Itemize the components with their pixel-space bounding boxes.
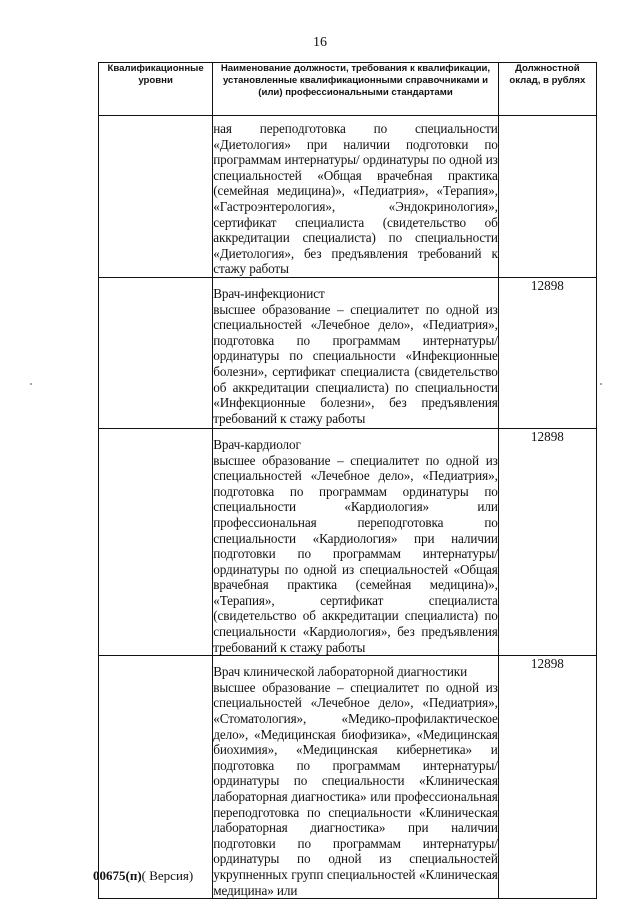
header-salary: Должностной оклад, в рублях [498, 63, 596, 116]
page-number: 16 [313, 35, 327, 50]
table-header-row [99, 63, 597, 116]
position-requirements: ная переподготовка по специальности «Диетология» при наличии подготовки по программам интернатуры/ ординатуры по одной из специальностей «Общая врачебная практика (семейная медицина)», «Педиатрия», «Терапия», «Гастроэнтерология», «Эндокринология», сертификат специалиста (свидетельство об аккредитации специалиста) по специальности «Диетология», без предъявления требований к стажу работы [213, 121, 498, 277]
position-cell [213, 428, 499, 655]
salary-cell: 12898 [498, 428, 596, 655]
document-footer [93, 868, 193, 884]
position-cell [213, 277, 499, 428]
document-version: ( Версия) [141, 868, 194, 883]
table-row [99, 656, 597, 899]
salary-cell: 12898 [498, 656, 596, 899]
table-row [99, 116, 597, 278]
scan-speck [600, 383, 602, 385]
level-cell [99, 277, 213, 428]
level-cell [99, 428, 213, 655]
table-row [99, 277, 597, 428]
document-code: 00675(п) [93, 868, 142, 883]
position-title: Врач-кардиолог [213, 436, 301, 452]
position-requirements: высшее образование – специалитет по одной из специальностей «Лечебное дело», «Педиатрия», подготовка по программам интернатуры/ординатуры по специальности «Инфекционные болезни», сертификат специалиста (свидетельство об аккредитации специалиста) по специальности «Инфекционные болезни», без предъявления требований к стажу работы [213, 301, 498, 426]
position-title: Врач клинической лабораторной диагностики [213, 664, 468, 680]
table-row [99, 428, 597, 655]
position-requirements: высшее образование – специалитет по одной из специальностей «Лечебное дело», «Педиатрия», подготовка по программам ординатуры по специальности «Кардиология» или профессиональная переподготовка по специальности «Кардиология» при наличии подготовки по программам интернатуры/ординатуры по одной из специальностей «Общая врачебная практика (семейная медицина)», «Терапия», сертификат специалиста (свидетельство об аккредитации специалиста) по специальности «Кардиология», без предъявления требований к стажу работы [213, 452, 498, 655]
level-cell [99, 116, 213, 278]
header-name: Наименование должности, требования к квалификации, установленные квалификационными справочниками и (или) профессиональными стандартами [213, 63, 499, 116]
salary-cell [498, 116, 596, 278]
level-cell [99, 656, 213, 899]
scan-speck [30, 383, 32, 385]
qualification-table [98, 62, 597, 899]
position-cell [213, 116, 499, 278]
header-level: Квалификационные уровни [99, 63, 213, 116]
salary-cell: 12898 [498, 277, 596, 428]
position-title: Врач-инфекционист [213, 285, 325, 301]
position-cell [213, 656, 499, 899]
position-requirements: высшее образование – специалитет по одной из специальностей «Лечебное дело», «Педиатрия», «Стоматология», «Медико-профилактическое дело», «Медицинская биофизика», «Медицинская биохимия», «Медицинская кибернетика» и подготовка по программам интернатуры/ординатуры по специальности «Клиническая лабораторная диагностика» или профессиональная переподготовка по специальности «Клиническая лабораторная диагностика» при наличии подготовки по программам интернатуры/ординатуры по одной из специальностей укрупненных групп специальностей «Клиническая медицина» или [213, 679, 498, 898]
